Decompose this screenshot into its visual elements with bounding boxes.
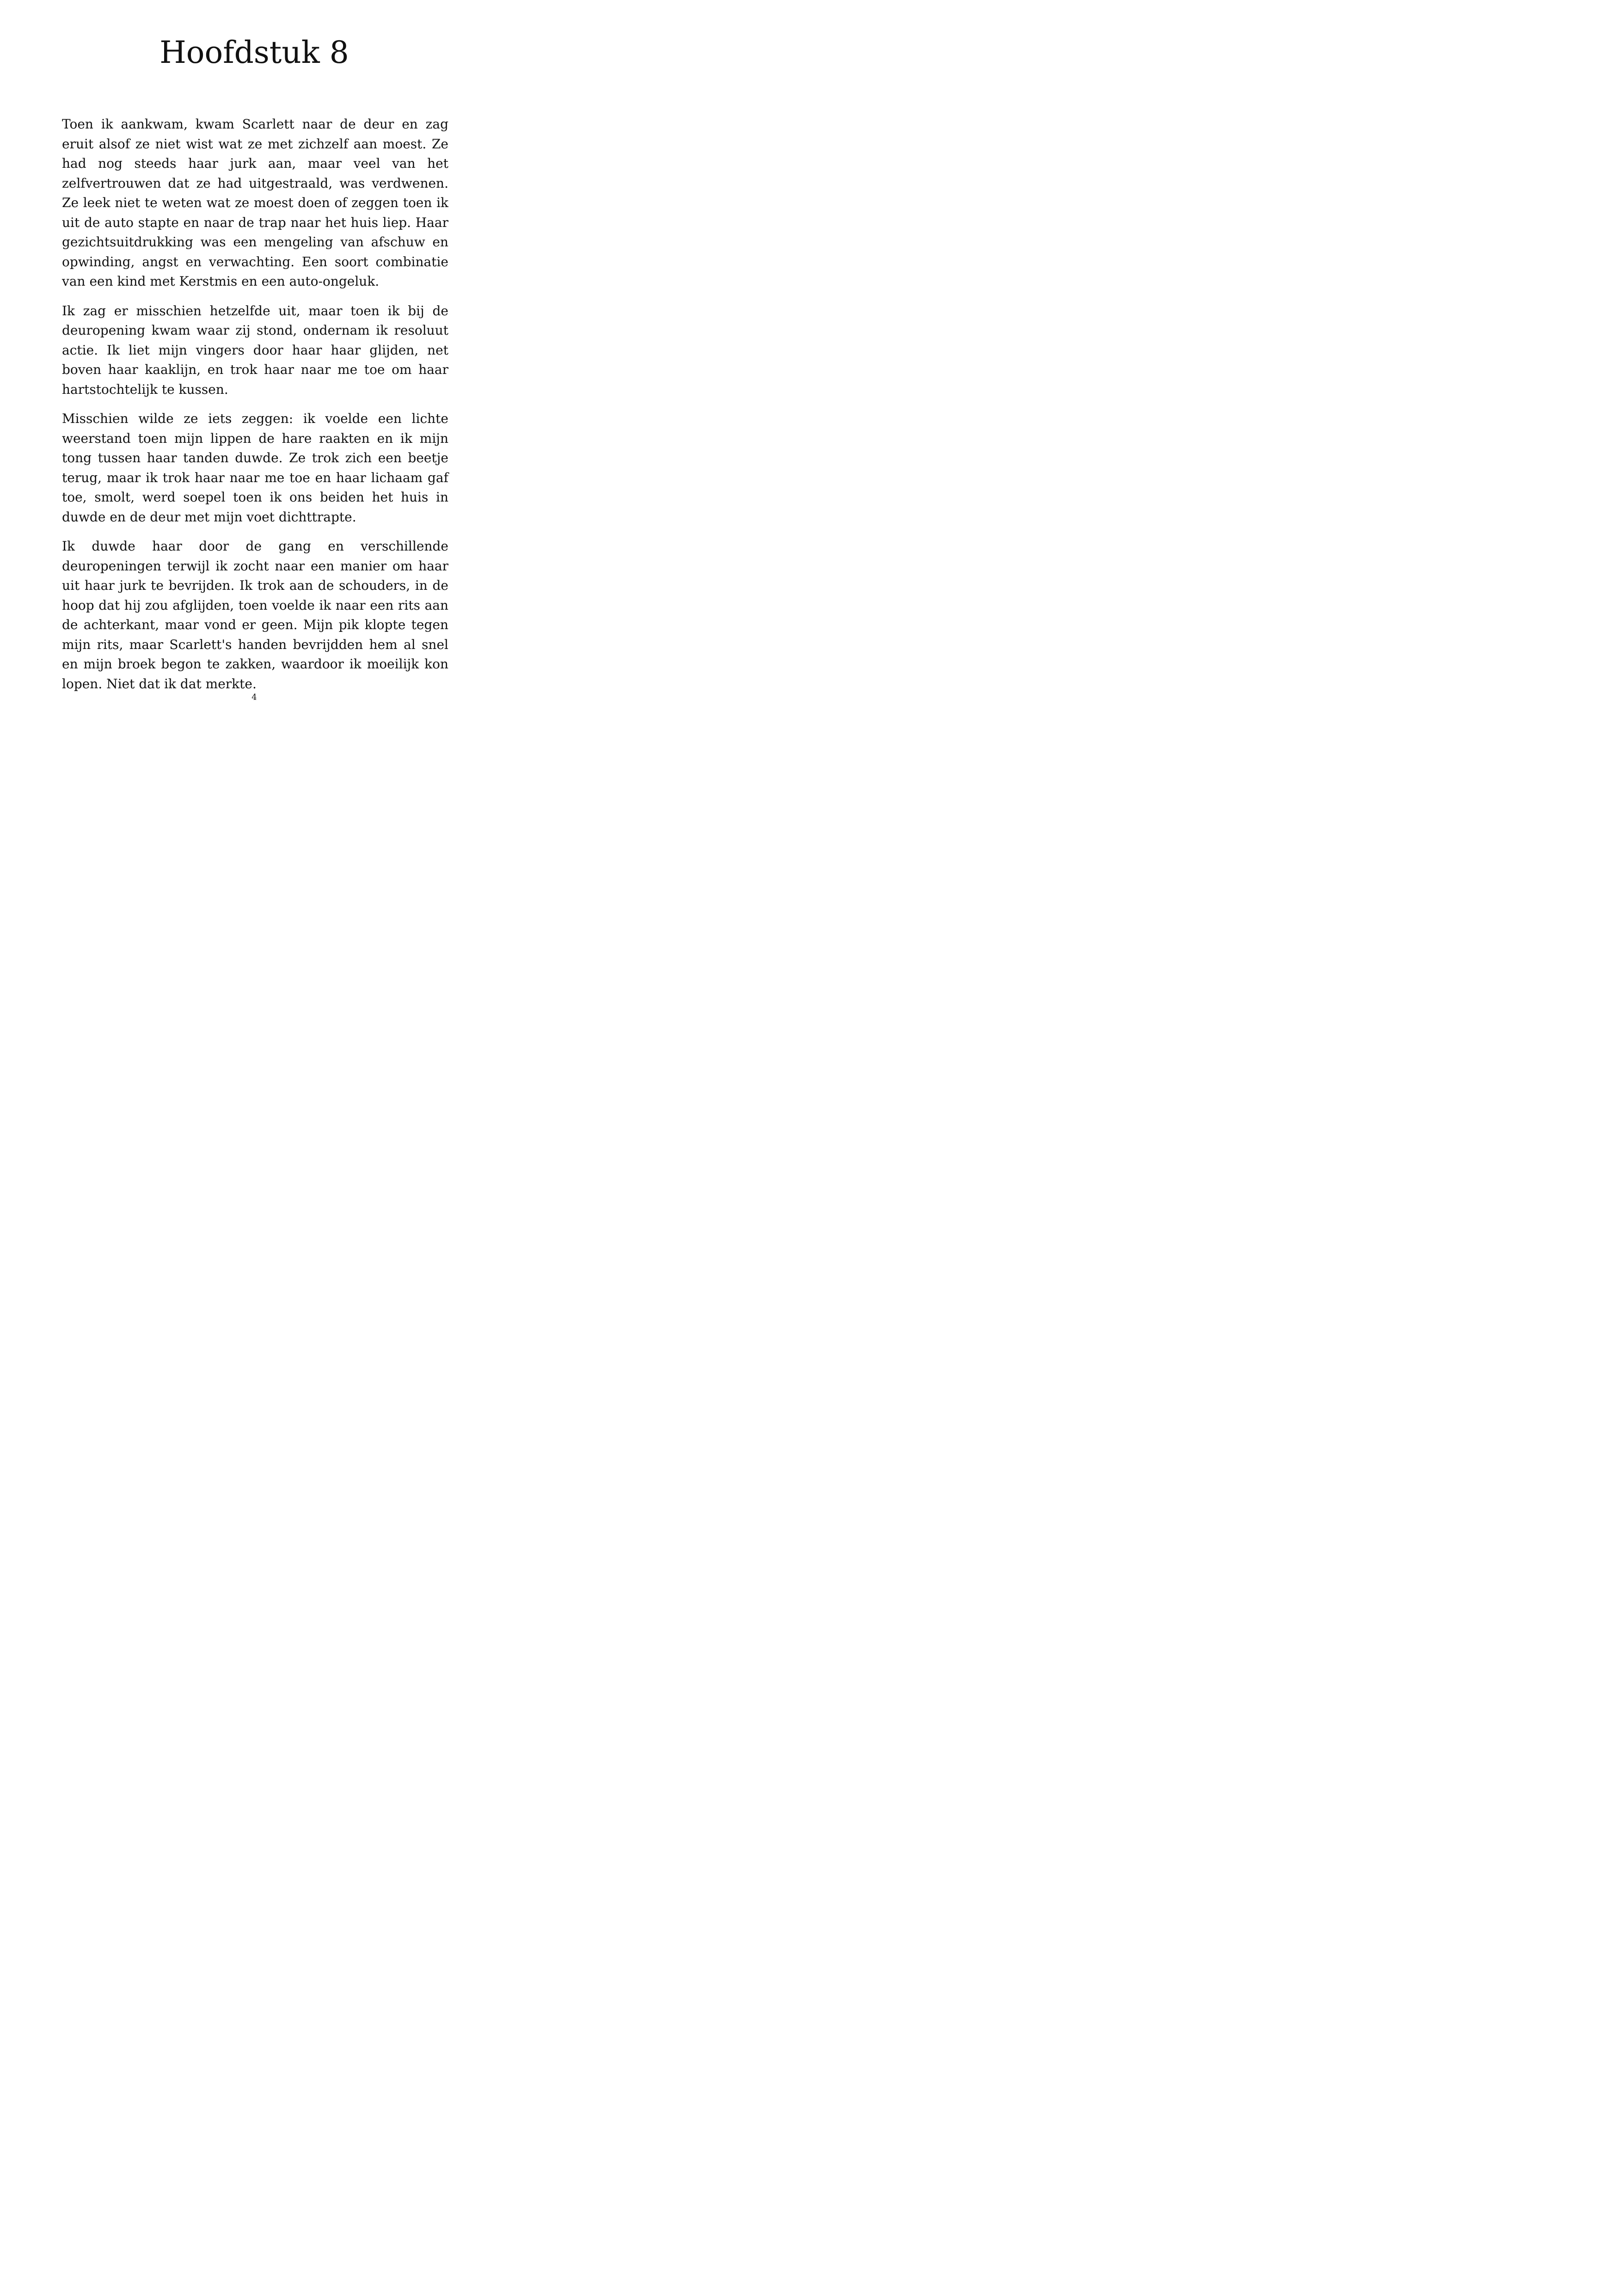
body-text: [62, 115, 448, 704]
chapter-title: Hoofdstuk 8: [159, 35, 349, 70]
paragraph-4: Ik duwde haar door de gang en verschillende deuropeningen terwijl ik zocht naar een manier om haar uit haar jurk te bevrijden. Ik trok aan de schouders, in de hoop dat hij zou afglijden, toen voelde ik naar een rits aan de achterkant, maar vond er geen. Mijn pik klopte tegen mijn rits, maar Scarlett's handen bevrijdden hem al snel en mijn broek begon te zakken, waardoor ik moeilijk kon lopen. Niet dat ik dat merkte.: [62, 539, 448, 692]
paragraph-2: Ik zag er misschien hetzelfde uit, maar toen ik bij de deuropening kwam waar zij stond, ondernam ik resoluut actie. Ik liet mijn vingers door haar haar glijden, net boven haar kaaklijn, en trok haar naar me toe om haar hartstochtelijk te kussen.: [62, 303, 448, 397]
page-number: 4: [251, 692, 257, 702]
paragraph-3: Misschien wilde ze iets zeggen: ik voelde een lichte weerstand toen mijn lippen de hare raakten en ik mijn tong tussen haar tanden duwde. Ze trok zich een beetje terug, maar ik trok haar naar me toe en haar lichaam gaf toe, smolt, werd soepel toen ik ons beiden het huis in duwde en de deur met mijn voet dichttrapte.: [62, 411, 448, 525]
document-page: [0, 0, 509, 722]
paragraph-1: Toen ik aankwam, kwam Scarlett naar de deur en zag eruit alsof ze niet wist wat ze met zichzelf aan moest. Ze had nog steeds haar jurk aan, maar veel van het zelfvertrouwen dat ze had uitgestraald, was verdwenen. Ze leek niet te weten wat ze moest doen of zeggen toen ik uit de auto stapte en naar de trap naar het huis liep. Haar gezichtsuitdrukking was een mengeling van afschuw en opwinding, angst en verwachting. Een soort combinatie van een kind met Kerstmis en een auto-ongeluk.: [62, 116, 448, 289]
